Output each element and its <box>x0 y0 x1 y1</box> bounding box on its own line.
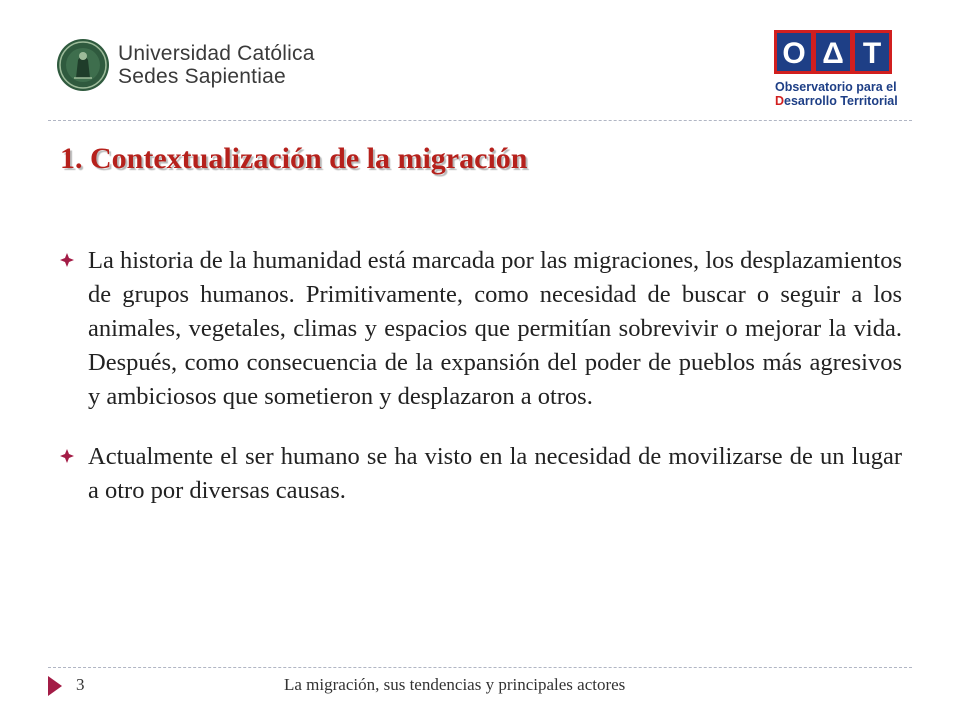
odt-letter-t: T <box>862 37 882 70</box>
odt-caption-line1: Observatorio para el <box>775 80 897 94</box>
odt-caption-initial: D <box>775 94 785 108</box>
bullet-item <box>60 244 902 414</box>
diamond-bullet-icon <box>60 253 74 267</box>
bullet-list <box>60 244 902 534</box>
odt-logo <box>774 30 904 108</box>
footer-arrow-icon <box>48 676 62 696</box>
odt-letter-delta: Δ <box>822 37 844 70</box>
odt-caption-line2 <box>775 94 898 108</box>
bullet-item <box>60 440 902 508</box>
footer-title: La migración, sus tendencias y principales actores <box>284 675 626 694</box>
university-name-line1: Universidad Católica <box>118 42 315 65</box>
university-seal-icon <box>56 38 110 92</box>
odt-letter-o: O <box>782 37 806 70</box>
bullet-text: La historia de la humanidad está marcada por las migraciones, los desplazamientos de grupos humanos. Primitivamente, como necesidad de buscar o seguir a los animales, vegetales, climas y espacios que permitían sobrevivir o mejorar la vida. Después, como consecuencia de la expansión del poder de pueblos más agresivos y ambiciosos que sometieron y desplazaron a otros. <box>88 247 902 410</box>
bullet-text: Actualmente el ser humano se ha visto en la necesidad de movilizarse de un lugar a otro por diversas causas. <box>88 443 902 504</box>
footer-divider <box>48 667 912 668</box>
odt-caption-rest: esarrollo Territorial <box>784 94 898 108</box>
diamond-bullet-icon <box>60 449 74 463</box>
slide-title: 1. Contextualización de la migración <box>60 142 528 175</box>
university-logo <box>56 38 315 94</box>
page-number: 3 <box>76 675 85 694</box>
odt-caption <box>775 80 898 108</box>
header-divider <box>48 120 912 121</box>
university-name-line2: Sedes Sapientiae <box>118 65 286 88</box>
odt-letters-logo <box>774 30 892 74</box>
